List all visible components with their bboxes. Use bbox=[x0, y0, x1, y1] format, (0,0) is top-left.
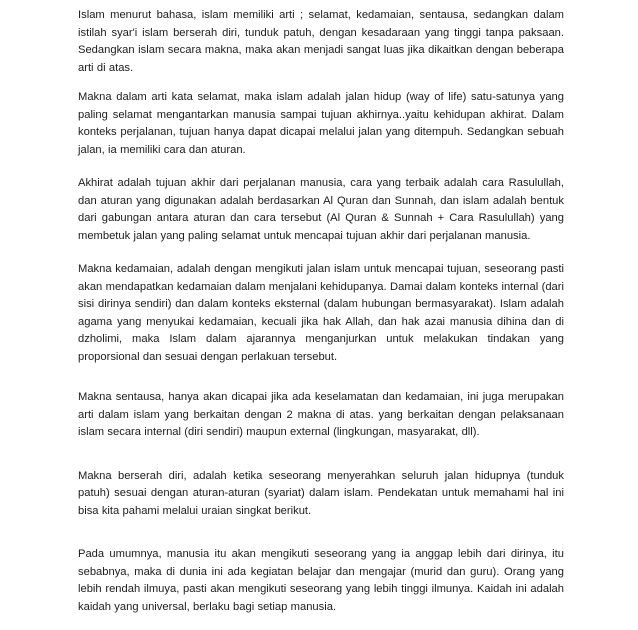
paragraph-pada-umumnya: Pada umumnya, manusia itu akan mengikuti seseorang yang ia anggap lebih dari dirinya, itu sebabnya, maka di dunia ini ada kegiatan belajar dan mengajar (murid dan guru). Orang yang lebih rendah ilmuya, pasti akan mengikuti seseorang yang lebih tinggi ilmunya. Kaidah ini adalah kaidah yang universal, berlaku bagi setiap manusia. bbox=[78, 548, 564, 613]
paragraph-makna-kedamaian: Makna kedamaian, adalah dengan mengikuti jalan islam untuk mencapai tujuan, seseorang pasti akan mendapatkan kedamaian dalam menjalani kehidupanya. Damai dalam konteks internal (dari sisi dirinya sendiri) dan dalam konteks eksternal (dalam hubungan bermasyarakat). Islam adalah agama yang menyukai kedamaian, kecuali jika hak Allah, dan hak azai manusia dihina dan di dzholimi, maka Islam dalam ajarannya menganjurkan untuk melakukan tindakan yang proporsional dan sesuai dengan perlakuan tersebut. bbox=[78, 263, 564, 363]
paragraph-makna-sentausa: Makna sentausa, hanya akan dicapai jika ada keselamatan dan kedamaian, ini juga merupakan arti dalam islam yang berkaitan dengan 2 makna di atas. yang berkaitan dengan pelaksanaan islam secara internal (diri sendiri) maupun external (lingkungan, masyarakat, dll). bbox=[78, 391, 564, 438]
paragraph-akhirat: Akhirat adalah tujuan akhir dari perjalanan manusia, cara yang terbaik adalah cara Rasulullah, dan aturan yang digunakan adalah berdasarkan Al Quran dan Sunnah, dan islam adalah bentuk dari gabungan antara aturan dan cara tersebut (Al Quran & Sunnah + Cara Rasulullah) yang membetuk jalan yang paling selamat untuk mencapai tujuan akhir dari perjalanan manusia. bbox=[78, 177, 564, 242]
paragraph-makna-selamat: Makna dalam arti kata selamat, maka islam adalah jalan hidup (way of life) satu-satunya yang paling selamat mengantarkan manusia sampai tujuan akhirnya..yaitu kehidupan akhirat. Dalam konteks perjalanan, tujuan hanya dapat dicapai melalui jalan yang ditempuh. Sedangkan sebuah jalan, ia memiliki cara dan aturan. bbox=[78, 91, 564, 156]
document-page bbox=[78, 7, 564, 616]
paragraph-islam-definition: Islam menurut bahasa, islam memiliki arti ; selamat, kedamaian, sentausa, sedangkan dalam istilah syar'i islam berserah diri, tunduk patuh, dengan kesadaraan yang tinggi tanpa paksaan. Sedangkan islam secara makna, maka akan menjadi sangat luas jika dikaitkan dengan beberapa arti di atas. bbox=[78, 9, 564, 74]
paragraph-makna-berserah-diri: Makna berserah diri, adalah ketika seseorang menyerahkan seluruh jalan hidupnya (tunduk patuh) sesuai dengan aturan-aturan (syariat) dalam islam. Pendekatan untuk memahami hal ini bisa kita pahami melalui uraian singkat berikut. bbox=[78, 469, 564, 517]
